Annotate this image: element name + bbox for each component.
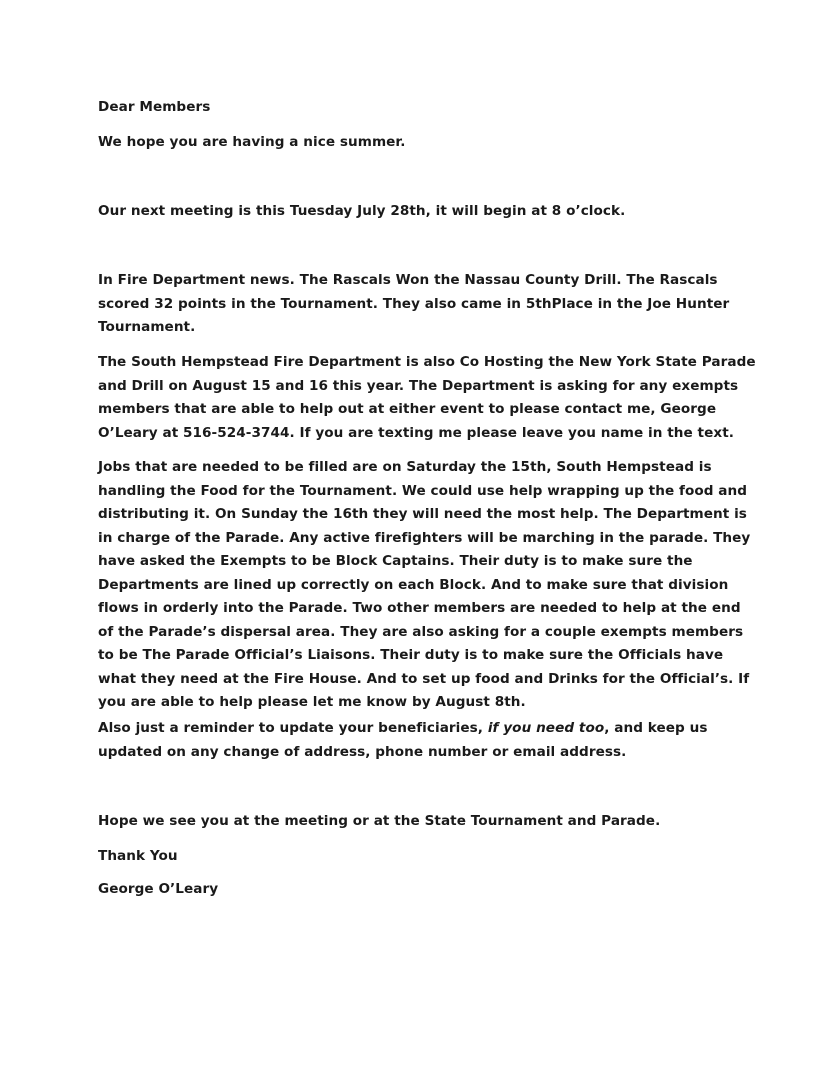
intro-paragraph: We hope you are having a nice summer. <box>98 134 406 150</box>
closing-hope: Hope we see you at the meeting or at the State Tournament and Parade. <box>98 813 661 829</box>
hosting-paragraph: The South Hempstead Fire Department is also Co Hosting the New York State Parade and Drill on August 15 and 16 this year. The Department is asking for any exempts members that are able to help out at either event to please contact me, George O’Leary at 516-524-3744. If you are texting me please leave you name in the text. <box>98 354 756 441</box>
fire-news-paragraph: In Fire Department news. The Rascals Won the Nassau County Drill. The Rascals scored 32 points in the Tournament. They also came in 5thPlace in the Joe Hunter Tournament. <box>98 272 730 335</box>
reminder-paragraph <box>98 717 758 764</box>
reminder-text-start: Also just a reminder to update your beneficiaries, <box>98 720 488 736</box>
signature: George O’Leary <box>98 881 219 897</box>
reminder-text-end: , and keep us updated on any change of address, phone number or email address. <box>98 720 708 760</box>
salutation: Dear Members <box>98 99 211 115</box>
reminder-text-italic: if you need too <box>487 720 605 736</box>
thank-you: Thank You <box>98 848 178 864</box>
jobs-paragraph: Jobs that are needed to be filled are on Saturday the 15th, South Hempstead is handling the Food for the Tournament. We could use help wrapping up the food and distributing it. On Sunday the 16th they will need the most help. The Department is in charge of the Parade. Any active firefighters will be marching in the parade. They have asked the Exempts to be Block Captains. Their duty is to make sure the Departments are lined up correctly on each Block. And to make sure that division flows in orderly into the Parade. Two other members are needed to help at the end of the Parade’s dispersal area. They are also asking for a couple exempts members to be The Parade Official’s Liaisons. Their duty is to make sure the Officials have what they need at the Fire House. And to set up food and Drinks for the Official’s. If you are able to help please let me know by August 8th. <box>98 459 751 710</box>
meeting-paragraph: Our next meeting is this Tuesday July 28th, it will begin at 8 o’clock. <box>98 203 626 219</box>
